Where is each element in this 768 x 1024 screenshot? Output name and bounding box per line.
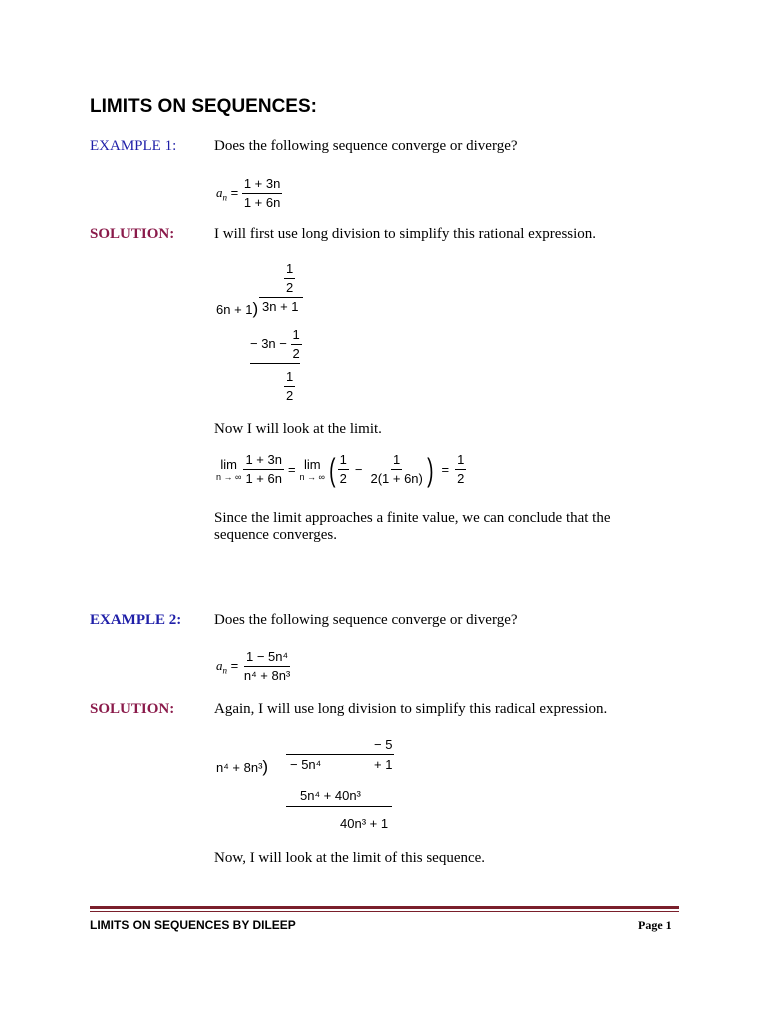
footer-rule-thick: [90, 906, 679, 909]
example-1-question: Does the following sequence converge or diverge?: [214, 138, 518, 154]
limit-1-minus: −: [354, 462, 363, 477]
division-2-dividend-a: − 5n⁴: [290, 757, 322, 772]
division-2-quotient: − 5: [374, 737, 393, 752]
example-2-sequence: [216, 648, 292, 685]
quotient-num: 1: [284, 260, 295, 279]
seq-numerator: 1 + 3n: [242, 175, 283, 194]
lim-1: lim: [220, 457, 238, 472]
seq2-lhs: a: [216, 657, 223, 673]
limit-2-intro: Now, I will look at the limit of this sequence.: [214, 850, 486, 866]
remainder-den: 2: [286, 388, 294, 403]
division-2-remainder: 40n³ + 1: [340, 816, 389, 831]
subtract-term: − 3n −: [250, 335, 287, 351]
seq2-numerator: 1 − 5n⁴: [244, 648, 290, 667]
limit-1-eq2: =: [441, 462, 450, 477]
solution-1-text: I will first use long division to simplify this rational expression.: [214, 226, 597, 242]
footer-rule-thin: [90, 911, 679, 912]
limit-1-b-den: 2(1 + 6n): [370, 471, 423, 486]
lim-1-under: n → ∞: [216, 472, 242, 482]
limit-1-eq1: =: [287, 462, 296, 477]
limit-1-expression: lim n → ∞ $\frac{1 + 3n}{1 + 6n}$ = lim n → ∞ ( $\frac{1}{2}$ − $\frac{1}{2(1 + 6n)}$ ) = $\frac{1}{2}$: [216, 451, 465, 488]
limit-1-result-num: 1: [455, 451, 466, 470]
example-2-question: Does the following sequence converge or diverge?: [214, 612, 518, 628]
division-1-bar: [259, 297, 303, 298]
division-1-divisor: 6n + 1): [216, 299, 259, 318]
subtract-den: 2: [292, 346, 300, 361]
page-title: LIMITS ON SEQUENCES:: [90, 96, 317, 117]
limit-1-den: 1 + 6n: [245, 471, 282, 486]
solution-2-text: Again, I will use long division to simplify this radical expression.: [214, 701, 608, 717]
divisor-2: n⁴ + 8n³: [216, 760, 263, 775]
division-2-bar: [286, 754, 394, 755]
seq2-sub: n: [222, 665, 227, 676]
page-number: Page 1: [638, 918, 672, 932]
division-2-underline: [286, 806, 392, 807]
division-2-dividend-b: + 1: [374, 757, 393, 772]
subtract-num: 1: [291, 326, 302, 345]
division-1-dividend: 3n + 1: [262, 299, 299, 314]
division-2-divisor: n⁴ + 8n³): [216, 757, 269, 776]
example-1-label: EXAMPLE 1:: [90, 138, 177, 154]
seq-lhs: a: [216, 184, 223, 200]
division-1-quotient: [284, 260, 295, 297]
quotient-den: 2: [286, 280, 294, 295]
seq2-denominator: n⁴ + 8n³: [243, 668, 291, 683]
example-2-label: EXAMPLE 2:: [90, 612, 182, 628]
seq-denominator: 1 + 6n: [243, 195, 281, 210]
seq-fraction: [242, 175, 283, 212]
lim-2: lim: [303, 457, 321, 472]
remainder-num: 1: [284, 368, 295, 387]
limit-1-a-num: 1: [338, 451, 349, 470]
solution-2-label: SOLUTION:: [90, 701, 175, 717]
limit-1-result-den: 2: [457, 471, 465, 486]
division-1-remainder: [284, 368, 295, 405]
example-1-sequence: [216, 175, 282, 212]
divisor-1: 6n + 1: [216, 302, 253, 317]
limit-1-b-num: 1: [391, 451, 402, 470]
seq2-eq: =: [230, 657, 239, 673]
seq-eq: =: [230, 184, 239, 200]
limit-1-a-den: 2: [339, 471, 347, 486]
footer-title: LIMITS ON SEQUENCES BY DILEEP: [90, 918, 296, 932]
limit-1-num: 1 + 3n: [243, 451, 284, 470]
division-1-underline: [250, 363, 300, 364]
division-1-subtract: [250, 326, 302, 363]
solution-1-label: SOLUTION:: [90, 226, 175, 242]
division-2-subtract: 5n⁴ + 40n³: [300, 788, 361, 803]
lim-2-under: n → ∞: [299, 472, 325, 482]
limit-1-intro: Now I will look at the limit.: [214, 421, 382, 437]
conclusion-1: Since the limit approaches a finite value, we can conclude that the sequence converges.: [214, 510, 611, 543]
seq-sub: n: [222, 192, 227, 203]
